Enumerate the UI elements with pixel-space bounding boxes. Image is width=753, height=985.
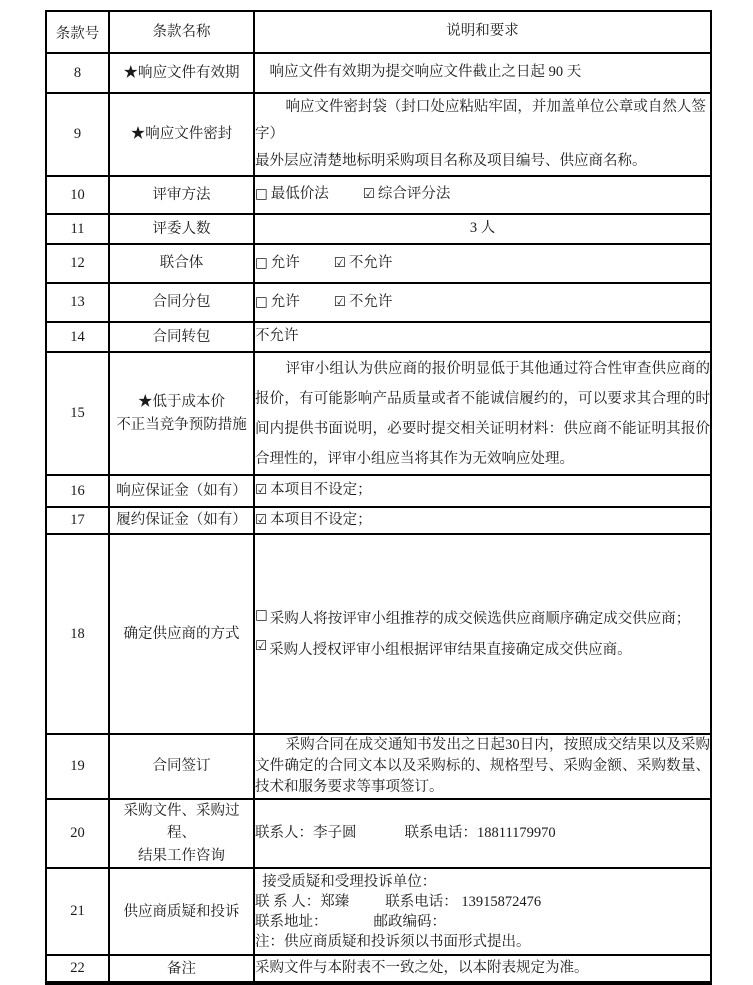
table-row-13	[46, 283, 711, 322]
checkbox-unchecked-icon: □	[255, 606, 268, 623]
clause-desc: 3 人	[254, 214, 711, 244]
clause-desc: 响应文件有效期为提交响应文件截止之日起 90 天	[254, 53, 711, 93]
clause-name: 合同签订	[109, 734, 254, 799]
option-comprehensive-scoring	[363, 184, 451, 205]
option-authorized-direct	[255, 637, 710, 660]
complaint-note-line: 注：供应商质疑和投诉须以书面形式提出。	[255, 933, 531, 950]
option-label: 综合评分法	[377, 186, 451, 203]
table-row-11	[46, 214, 711, 244]
complaint-address-line	[255, 912, 710, 932]
clause-desc	[254, 283, 711, 322]
clause-name-line: 结果工作咨询	[138, 847, 225, 864]
clause-desc: 不允许	[254, 322, 711, 352]
contact-person: 联 系 人：郑臻	[255, 893, 350, 910]
clause-name	[109, 799, 254, 868]
option-label: 本项目不设定；	[270, 511, 372, 528]
clause-no: 14	[46, 322, 109, 352]
option-not-allowed	[334, 292, 393, 313]
table-row-12	[46, 244, 711, 283]
clause-no: 22	[46, 955, 109, 983]
clause-name-line: 不正当竞争预防措施	[116, 416, 247, 433]
clause-desc	[254, 799, 711, 868]
clause-name: 联合体	[109, 244, 254, 283]
option-lowest-price	[255, 184, 329, 205]
table-row-22	[46, 955, 711, 983]
contact-phone: 联系电话：18811179970	[404, 825, 556, 842]
clause-name: 确定供应商的方式	[109, 534, 254, 734]
table-row-20	[46, 799, 711, 868]
option-label: 不允许	[348, 293, 393, 310]
option-not-set	[255, 510, 710, 531]
clause-name: 评审方法	[109, 176, 254, 214]
table-row-17	[46, 507, 711, 534]
contact-phone: 联系电话： 13915872476	[385, 893, 542, 910]
clause-name	[109, 352, 254, 475]
checkbox-unchecked-icon: □	[255, 254, 268, 271]
clause-no: 11	[46, 214, 109, 244]
clause-desc	[254, 534, 711, 734]
option-label: 允许	[270, 254, 300, 271]
header-clause-no: 条款号	[46, 11, 109, 53]
clause-name: ★响应文件有效期	[109, 53, 254, 93]
option-label: 本项目不设定；	[270, 482, 372, 499]
checkbox-unchecked-icon: □	[255, 186, 268, 203]
option-allowed	[255, 292, 300, 313]
clause-name-line: ★低于成本价	[138, 394, 225, 411]
clause-table	[45, 10, 712, 985]
desc-line: 最外层应清楚地标明采购项目名称及项目编号、供应商名称。	[255, 153, 647, 169]
checkbox-checked-icon: ☑	[255, 511, 268, 528]
clause-no: 18	[46, 534, 109, 734]
option-label: 采购人授权评审小组根据评审结果直接确定成交供应商。	[269, 641, 632, 658]
option-not-allowed	[334, 253, 393, 274]
option-label: 不允许	[348, 254, 393, 271]
table-row-19	[46, 734, 711, 799]
checkbox-checked-icon: ☑	[362, 186, 375, 203]
desc-paragraph: 采购合同在成交通知书发出之日起30日内，按照成交结果以及采购文件确定的合同文本以及采购标的、规格型号、采购金额、采购数量、技术和服务要求等事项签订。	[255, 737, 710, 795]
table-row-8	[46, 53, 711, 93]
header-description: 说明和要求	[254, 11, 711, 53]
checkbox-checked-icon: ☑	[333, 254, 346, 271]
clause-no: 15	[46, 352, 109, 475]
clause-desc	[254, 176, 711, 214]
table-row-10	[46, 176, 711, 214]
clause-name-line: 采购文件、采购过程、	[123, 803, 240, 842]
clause-no: 10	[46, 176, 109, 214]
clause-desc	[254, 868, 711, 955]
clause-no: 20	[46, 799, 109, 868]
clause-name: 合同转包	[109, 322, 254, 352]
clause-name: 履约保证金（如有）	[109, 507, 254, 534]
option-label: 最低价法	[270, 186, 329, 203]
clause-desc	[254, 352, 711, 475]
table-row-18	[46, 534, 711, 734]
clause-no: 9	[46, 93, 109, 176]
clause-name: 备注	[109, 955, 254, 983]
clause-desc	[254, 475, 711, 507]
table-row-14	[46, 322, 711, 352]
checkbox-checked-icon: ☑	[255, 482, 268, 499]
desc-line: 响应文件密封袋（封口处应粘贴牢固，并加盖单位公章或自然人签字）	[255, 99, 706, 142]
table-row-21	[46, 868, 711, 955]
table-row-15	[46, 352, 711, 475]
clause-desc: 采购文件与本附表不一致之处，以本附表规定为准。	[254, 955, 711, 983]
table-row-16	[46, 475, 711, 507]
clause-desc	[254, 507, 711, 534]
table-row-9	[46, 93, 711, 176]
clause-name: 合同分包	[109, 283, 254, 322]
clause-no: 13	[46, 283, 109, 322]
clause-name: 响应保证金（如有）	[109, 475, 254, 507]
table-header-row	[46, 11, 711, 53]
checkbox-checked-icon: ☑	[255, 637, 268, 654]
complaint-unit-line: 接受质疑和受理投诉单位：	[262, 873, 437, 890]
clause-no: 17	[46, 507, 109, 534]
option-label: 允许	[270, 293, 300, 310]
desc-paragraph: 评审小组认为供应商的报价明显低于其他通过符合性审查供应商的报价，有可能影响产品质量或者不能诚信履约的，可以要求其合理的时间内提供书面说明，必要时提交相关证明材料：供应商不能证明其报价合理性的，评审小组应当将其作为无效响应处理。	[255, 360, 710, 467]
clause-name: 供应商质疑和投诉	[109, 868, 254, 955]
option-label: 采购人将按评审小组推荐的成交候选供应商顺序确定成交供应商；	[269, 610, 691, 627]
clause-name: ★响应文件密封	[109, 93, 254, 176]
clause-no: 21	[46, 868, 109, 955]
checkbox-checked-icon: ☑	[333, 293, 346, 310]
checkbox-unchecked-icon: □	[255, 293, 268, 310]
clause-desc	[254, 734, 711, 799]
clause-no: 16	[46, 475, 109, 507]
contact-person: 联系人：李子圆	[255, 825, 357, 842]
clause-name: 评委人数	[109, 214, 254, 244]
option-recommended-order	[255, 606, 710, 629]
postal-code: 邮政编码：	[373, 913, 446, 930]
clause-no: 19	[46, 734, 109, 799]
contact-address: 联系地址：	[255, 913, 328, 930]
header-clause-name: 条款名称	[109, 11, 254, 53]
option-allowed	[255, 253, 300, 274]
clause-desc	[254, 244, 711, 283]
clause-no: 8	[46, 53, 109, 93]
clause-desc	[254, 93, 711, 176]
clause-no: 12	[46, 244, 109, 283]
option-not-set	[255, 480, 710, 501]
